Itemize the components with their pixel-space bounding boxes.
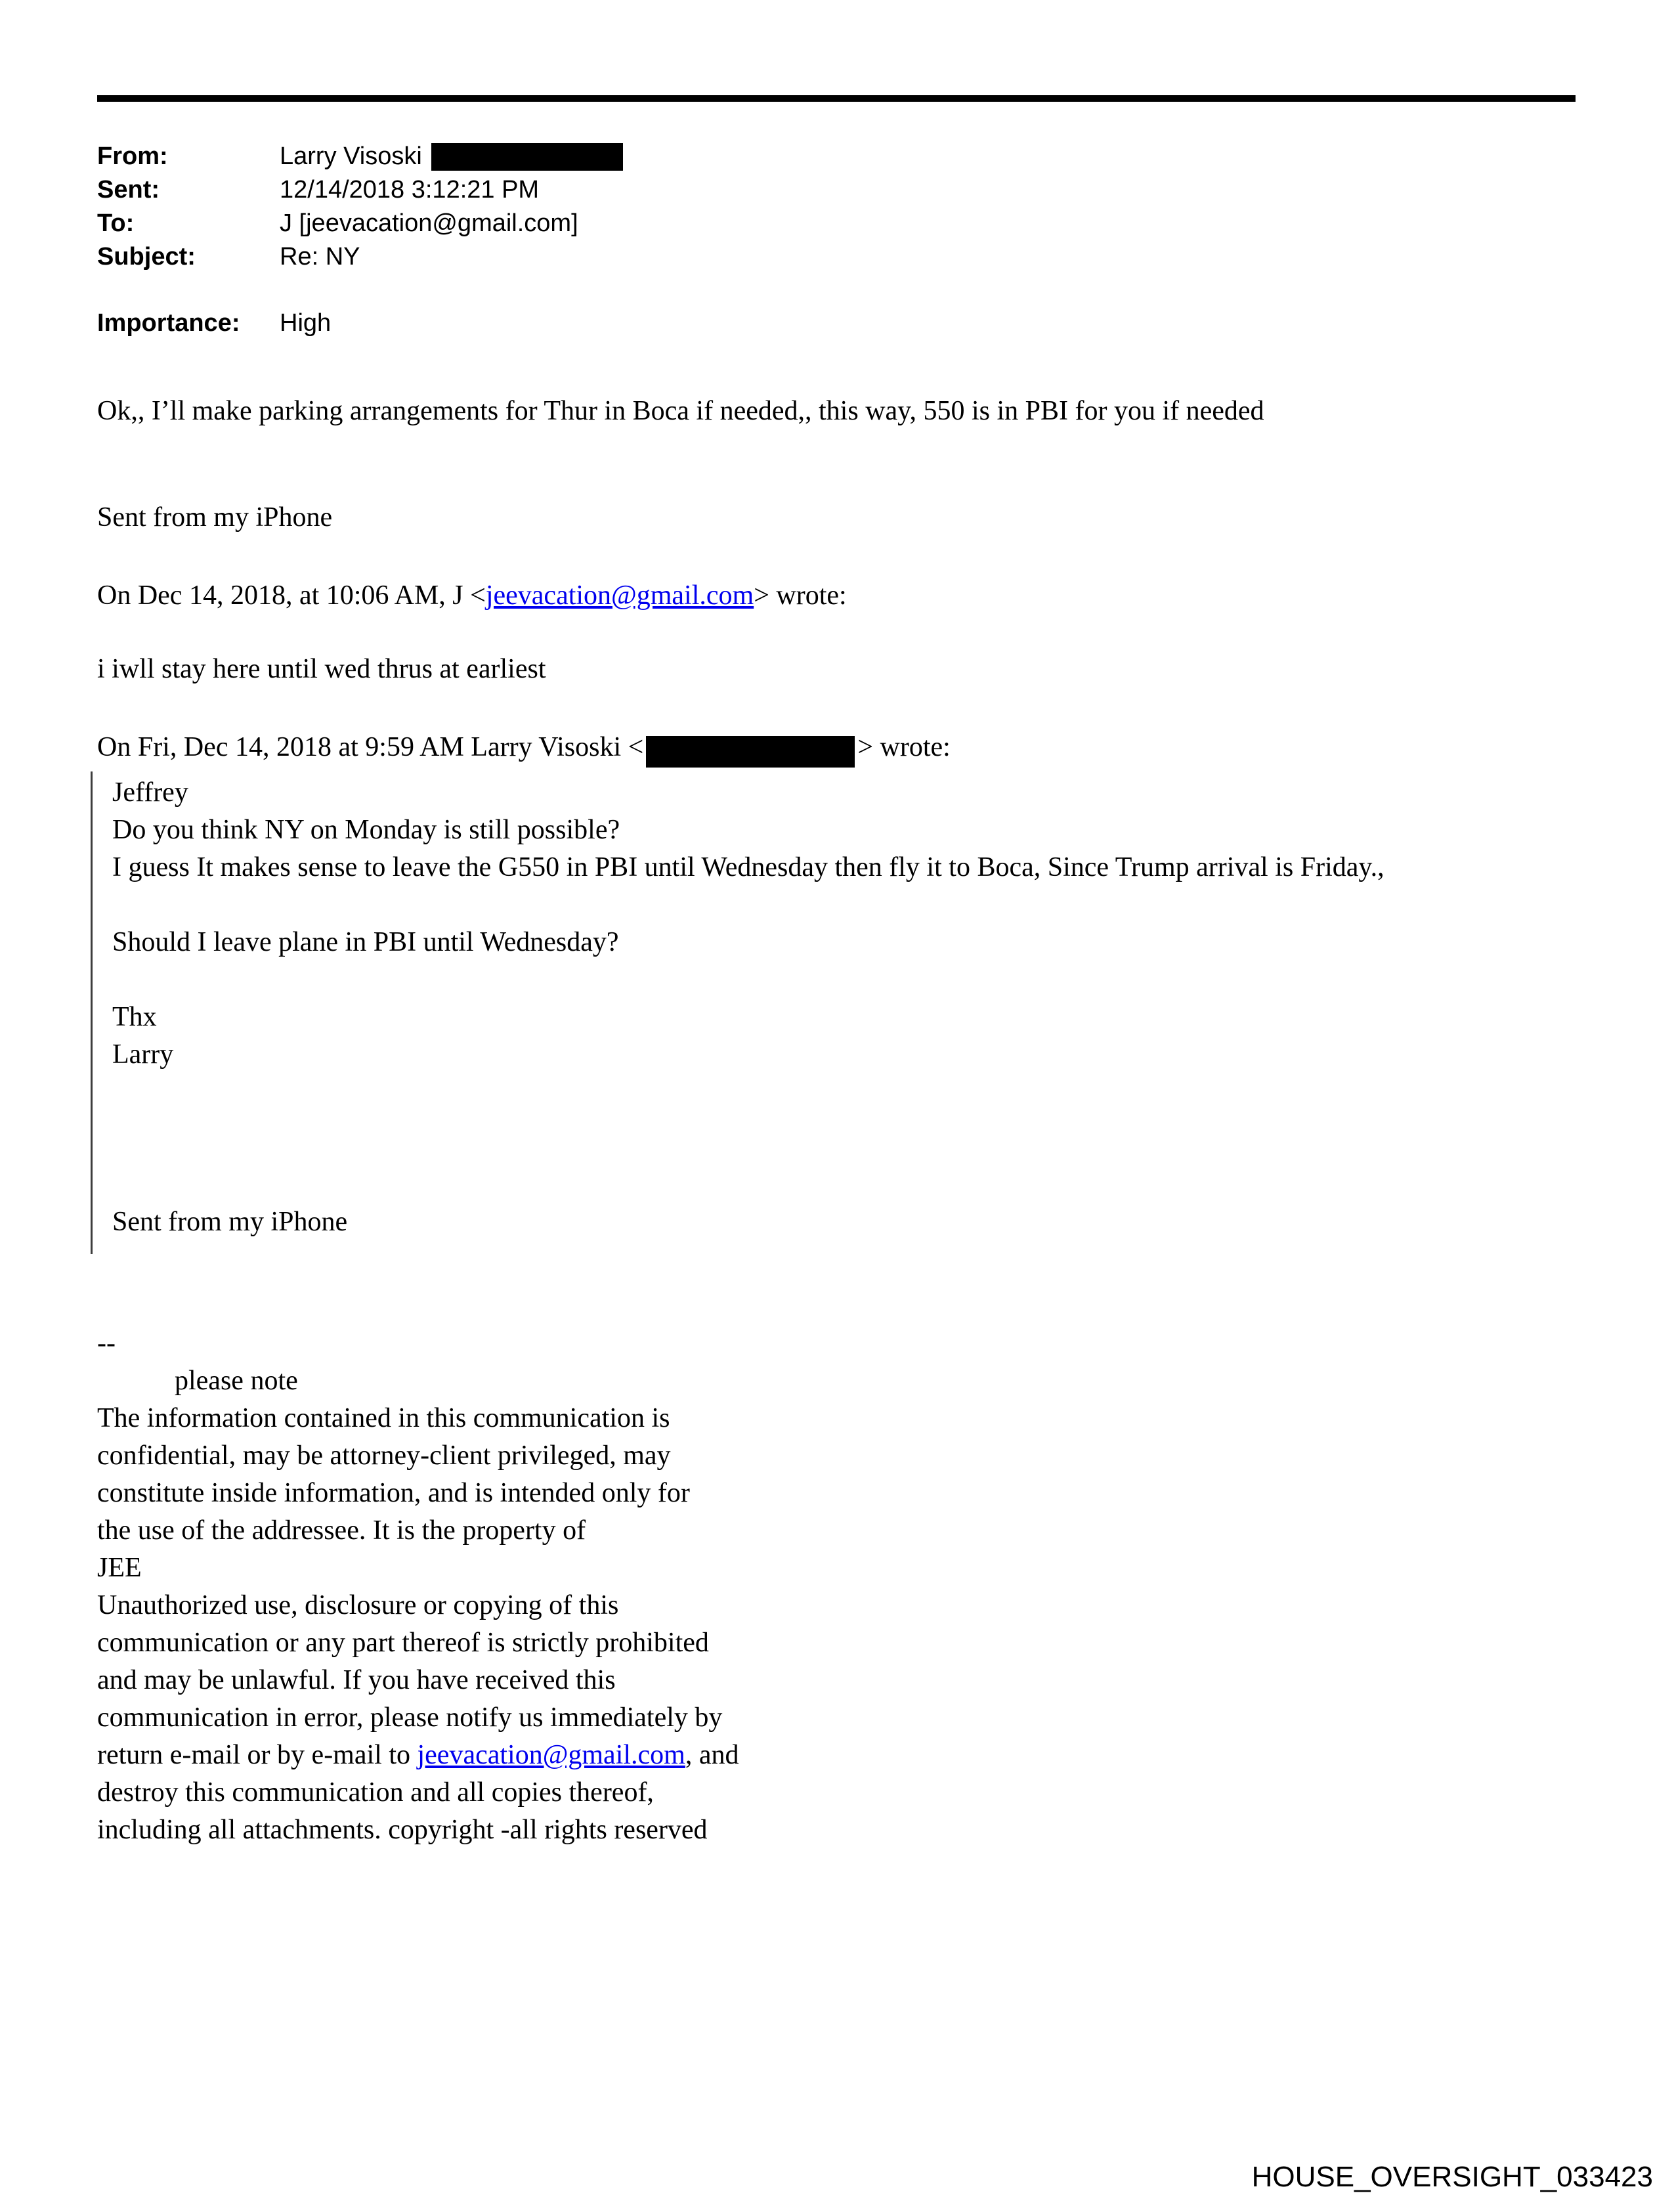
reply1-suffix: > wrote:	[754, 580, 847, 611]
notice-line: Unauthorized use, disclosure or copying of this	[97, 1590, 619, 1620]
reply1-text: i iwll stay here until wed thrus at earliest	[97, 654, 546, 684]
reply2-attribution	[97, 729, 1576, 766]
redaction-bar	[646, 736, 855, 768]
top-divider-rule	[97, 95, 1576, 102]
notice-line: constitute inside information, and is intended only for	[97, 1478, 690, 1508]
notice-line: communication in error, please notify us immediately by	[97, 1702, 723, 1733]
jeevacation-email-link[interactable]: jeevacation@gmail.com	[417, 1740, 685, 1770]
notice-line: including all attachments. copyright -all rights reserved	[97, 1815, 708, 1845]
notice-line: communication or any part thereof is strictly prohibited	[97, 1628, 709, 1658]
reply1-attribution	[97, 577, 1576, 615]
reply1-prefix: On Dec 14, 2018, at 10:06 AM, J <	[97, 580, 486, 611]
notice-link-line	[97, 1737, 1576, 1774]
quote-blank-line	[112, 886, 1576, 924]
email-header	[97, 140, 1576, 340]
quote-blank-line	[112, 961, 1576, 999]
notice-link-prefix: return e-mail or by e-mail to	[97, 1740, 418, 1770]
sent-label: Sent:	[97, 176, 160, 204]
redaction-bar	[431, 143, 623, 171]
to-value: J [jeevacation@gmail.com]	[280, 209, 578, 237]
to-label: To:	[97, 209, 135, 237]
quote-iphone-signature: Sent from my iPhone	[112, 1207, 348, 1237]
from-sender-name: Larry Visoski	[280, 142, 422, 170]
from-label: From:	[97, 142, 168, 170]
quote-line: Should I leave plane in PBI until Wednesday?	[112, 927, 619, 957]
notice-line: The information contained in this communication is	[97, 1403, 670, 1433]
jeevacation-email-link[interactable]: jeevacation@gmail.com	[485, 580, 754, 611]
quote-line: Do you think NY on Monday is still possible?	[112, 815, 620, 845]
iphone-signature: Sent from my iPhone	[97, 502, 333, 532]
quote-line: Larry	[112, 1039, 174, 1070]
from-value	[280, 140, 623, 173]
header-row-sent	[97, 173, 1576, 207]
signature-dashes: --	[97, 1328, 116, 1358]
header-row-subject	[97, 240, 1576, 274]
please-note-line: please note	[175, 1366, 298, 1396]
email-body	[97, 393, 1576, 1849]
notice-line: confidential, may be attorney-client privileged, may	[97, 1441, 671, 1471]
header-row-importance	[97, 307, 1576, 340]
notice-line: and may be unlawful. If you have received this	[97, 1665, 616, 1695]
subject-label: Subject:	[97, 243, 196, 271]
sent-value: 12/14/2018 3:12:21 PM	[280, 176, 540, 204]
importance-value: High	[280, 309, 332, 337]
quote-line: Thx	[112, 1002, 157, 1032]
quote-line: I guess It makes sense to leave the G550 in PBI until Wednesday then fly it to Boca, Since Trump arrival is Friday.,	[112, 852, 1384, 882]
quoted-message-block	[91, 771, 1576, 1254]
importance-label: Importance:	[97, 309, 240, 337]
reply2-suffix: > wrote:	[857, 732, 951, 762]
header-row-to	[97, 207, 1576, 240]
header-row-from	[97, 140, 1576, 173]
notice-line: the use of the addressee. It is the property of	[97, 1515, 586, 1546]
confidentiality-notice	[97, 1400, 1576, 1849]
opening-paragraph: Ok,, I’ll make parking arrangements for Thur in Boca if needed,, this way, 550 is in PBI for you if needed	[97, 396, 1264, 426]
bates-number: HOUSE_OVERSIGHT_033423	[1251, 2161, 1653, 2193]
subject-value: Re: NY	[280, 243, 360, 271]
quote-line: Jeffrey	[112, 777, 188, 808]
notice-line: destroy this communication and all copies thereof,	[97, 1777, 654, 1808]
notice-line: JEE	[97, 1553, 142, 1583]
reply2-prefix: On Fri, Dec 14, 2018 at 9:59 AM Larry Visoski <	[97, 732, 644, 762]
notice-link-suffix: , and	[685, 1740, 739, 1770]
